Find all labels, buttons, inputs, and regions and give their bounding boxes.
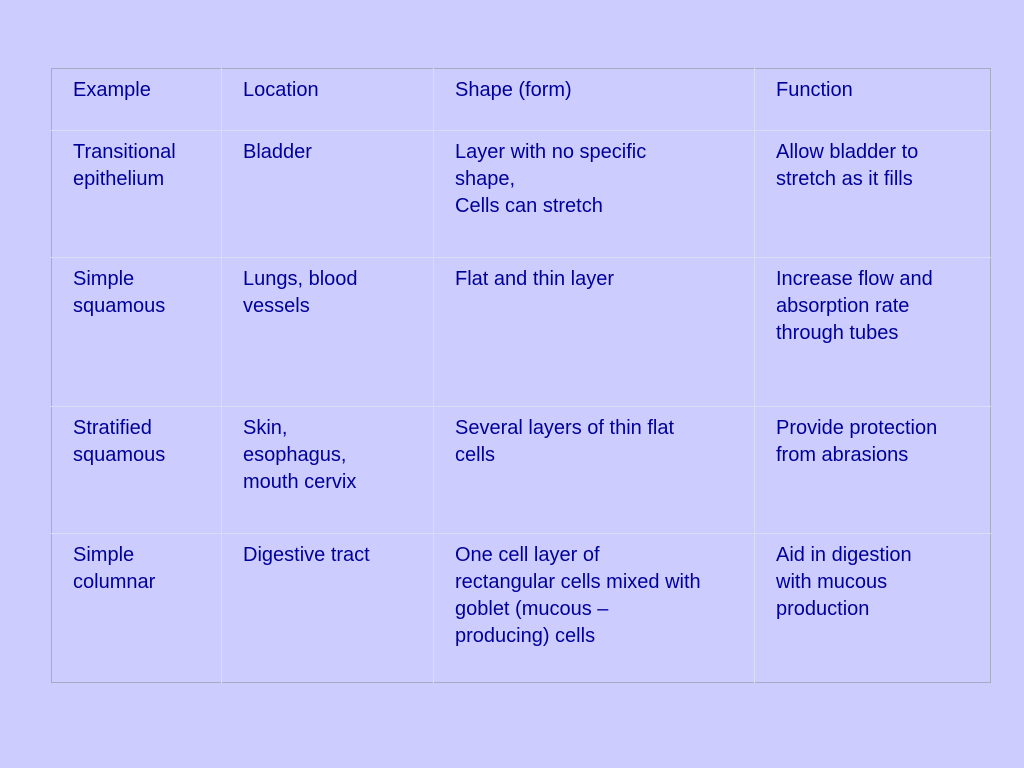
table-row (52, 131, 991, 258)
table-header-row (52, 69, 991, 131)
table-cell: Simple squamous (52, 258, 222, 407)
table-row (52, 534, 991, 683)
table-cell: Transitional epithelium (52, 131, 222, 258)
table-cell: One cell layer of rectangular cells mixed with goblet (mucous – producing) cells (434, 534, 755, 683)
table-cell: Aid in digestion with mucous production (755, 534, 991, 683)
table-cell: Provide protection from abrasions (755, 407, 991, 534)
table-cell: Digestive tract (222, 534, 434, 683)
table-row (52, 407, 991, 534)
table-cell: Allow bladder to stretch as it fills (755, 131, 991, 258)
table-cell: Lungs, blood vessels (222, 258, 434, 407)
header-cell-function: Function (755, 69, 991, 131)
header-cell-example: Example (73, 79, 151, 101)
table-cell: Layer with no specific shape, Cells can stretch (434, 131, 755, 258)
table-cell: Flat and thin layer (434, 258, 755, 407)
table-cell: Stratified squamous (52, 407, 222, 534)
table-cell: Skin, esophagus, mouth cervix (222, 407, 434, 534)
tissue-table (51, 68, 991, 683)
table-cell: Bladder (222, 131, 434, 258)
table-cell: Increase flow and absorption rate through tubes (755, 258, 991, 407)
table-cell: Several layers of thin flat cells (434, 407, 755, 534)
table-row (52, 258, 991, 407)
table-cell: Simple columnar (52, 534, 222, 683)
header-cell-location: Location (222, 69, 434, 131)
header-cell-shape: Shape (form) (434, 69, 755, 131)
